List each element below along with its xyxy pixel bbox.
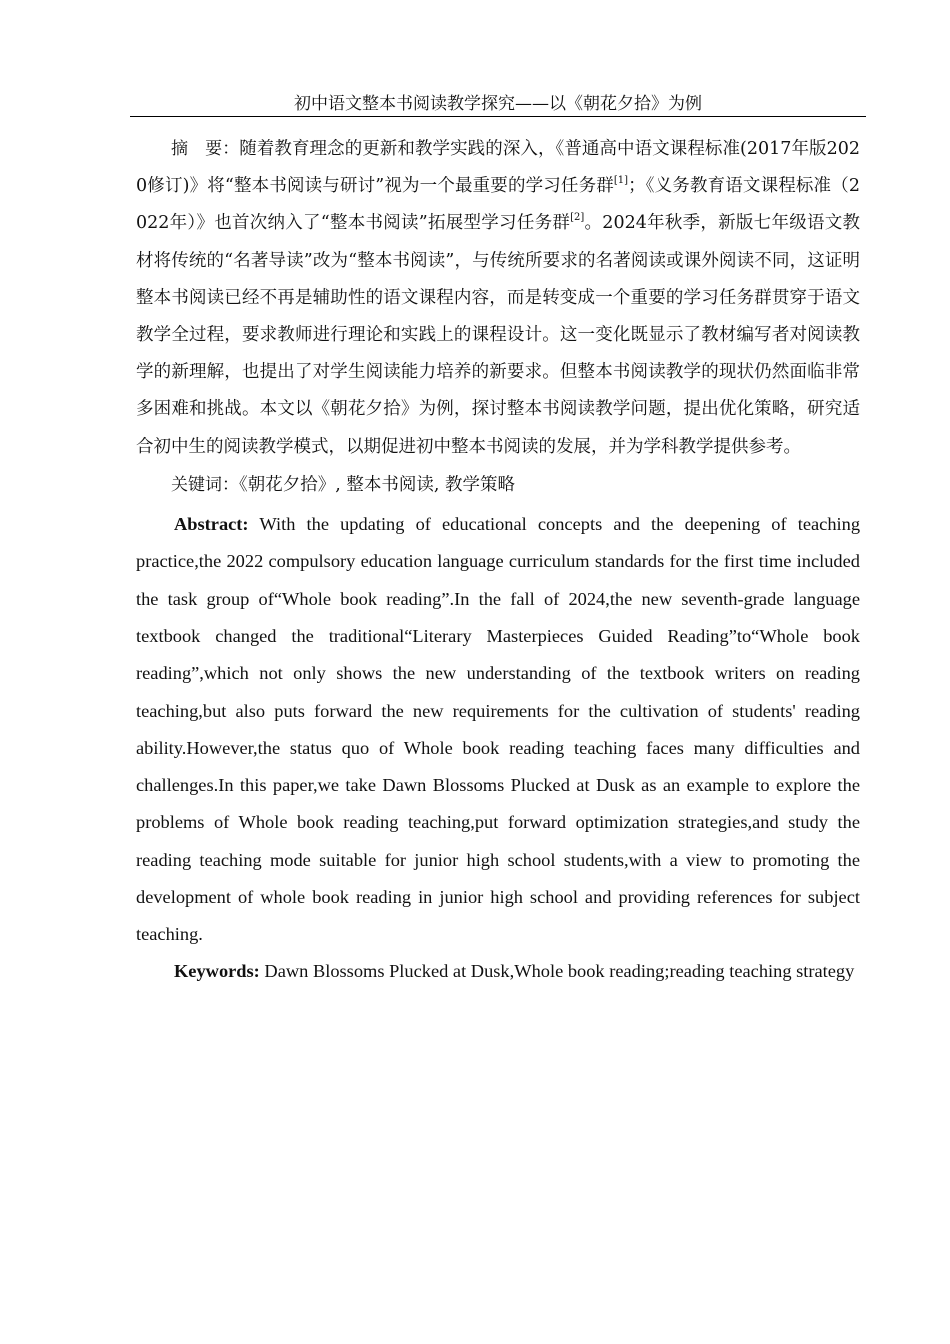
chinese-abstract [136,131,860,466]
chinese-abstract-label: 摘 要： [171,139,240,159]
english-abstract [136,506,860,954]
english-keywords-text: Dawn Blossoms Plucked at Dusk,Whole book reading;reading teaching strategy [264,960,855,981]
english-abstract-label: Abstract: [174,514,249,535]
header-rule [130,116,866,117]
citation-ref-1: [1] [613,175,629,187]
english-keywords [136,953,860,990]
english-abstract-text: With the updating of educational concepts and the deepening of teaching practice,the 2022 compulsory education language curriculum standards for the first time included the task group of“Whole book reading”.In the fall of 2024,the new seventh-grade language textbook changed the traditional“Literary Masterpieces Guided Reading”to“Whole book reading”,which not only shows the new understanding of the textbook writers on reading teaching,but also puts forward the new requirements for the cultivation of students' reading ability.However,the status quo of Whole book reading teaching faces many difficulties and challenges.In this paper,we take Dawn Blossoms Plucked at Dusk as an example to explore the problems of Whole book reading teaching,put forward optimization strategies,and study the reading teaching mode suitable for junior high school students,with a view to promoting the development of whole book reading in junior high school and providing references for subject teaching. [136,514,861,945]
english-keywords-label: Keywords: [174,960,260,981]
chinese-abstract-text-3: 。2024年秋季，新版七年级语文教材将传统的“名著导读”改为“整本书阅读”，与传统所要求的名著阅读或课外阅读不同，这证明整本书阅读已经不再是辅助性的语文课程内容，而是转变成一个重要的学习任务群贯穿于语文教学全过程，要求教师进行理论和实践上的课程设计。这一变化既显示了教材编写者对阅读教学的新理解，也提出了对学生阅读能力培养的新要求。但整本书阅读教学的现状仍然面临非常多困难和挑战。本文以《朝花夕拾》为例，探讨整本书阅读教学问题，提出优化策略，研究适合初中生的阅读教学模式，以期促进初中整本书阅读的发展，并为学科教学提供参考。 [136,213,860,457]
chinese-keywords-label: 关键词： [171,474,239,495]
chinese-abstract-text-1: 随着教育理念的更新和教学实践的深入，《普通高中语文课程标准(2017年版2020修订)》将“整本书阅读与研讨”视为一个最重要的学习任务群 [136,139,861,197]
chinese-keywords [136,467,860,504]
citation-ref-2: [2] [570,212,585,224]
chinese-abstract-text-2: ；《义务教育语文课程标准（2022年）》也首次纳入了“整本书阅读”拓展型学习任务群 [136,176,860,234]
running-header [130,92,866,116]
chinese-keywords-text: 《朝花夕拾》, 整本书阅读, 教学策略 [239,474,515,495]
running-title: 初中语文整本书阅读教学探究——以《朝花夕拾》为例 [294,94,702,114]
abstract-page-body [136,131,860,990]
